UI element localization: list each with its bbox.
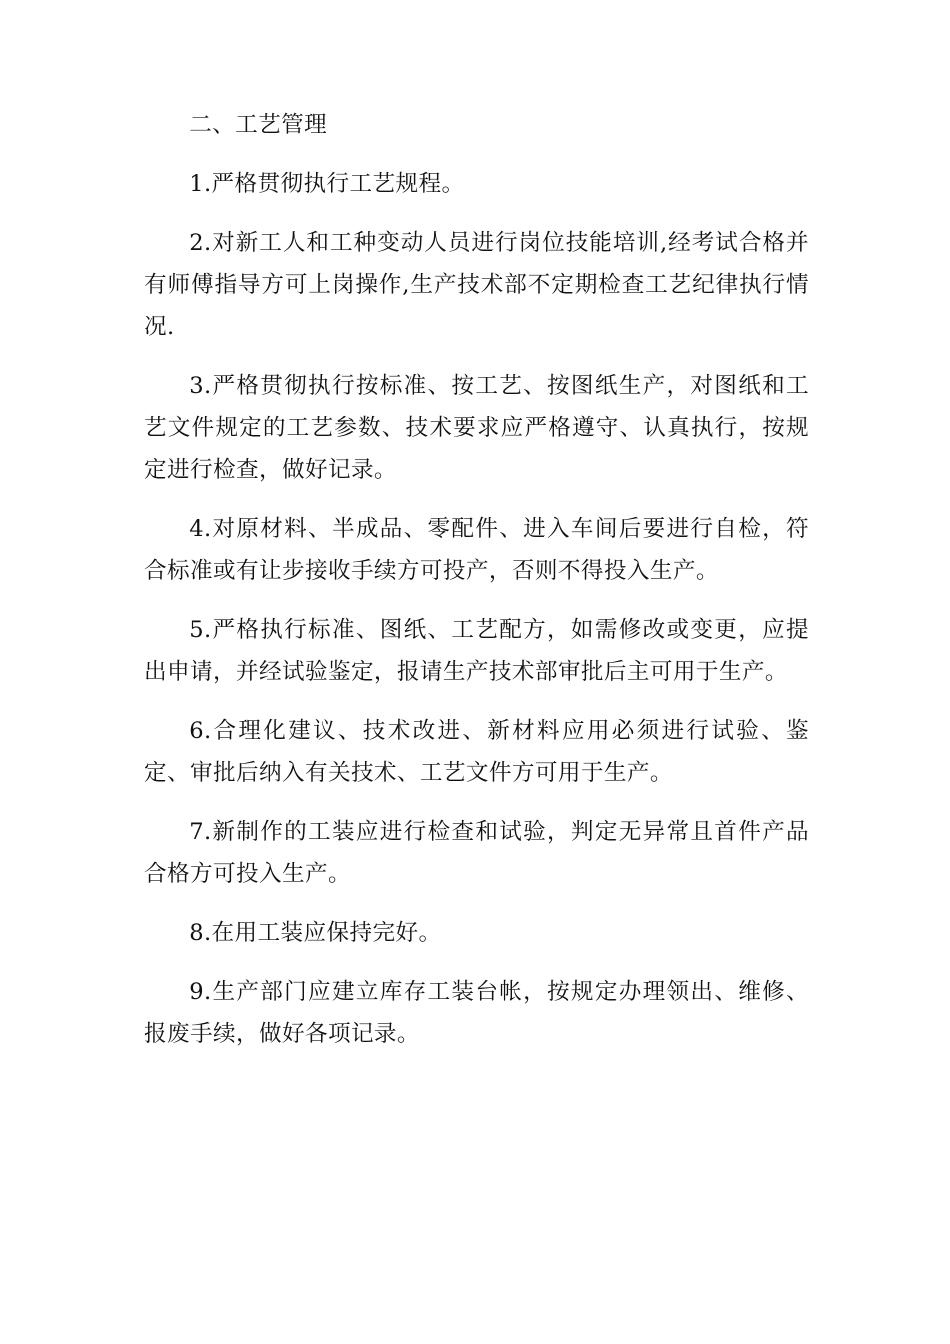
clause-4: 4.对原材料、半成品、零配件、进入车间后要进行自检，符合标准或有让步接收手续方可投产，否则不得投入生产。: [144, 516, 809, 584]
clause-1: 1.严格贯彻执行工艺规程。: [189, 171, 465, 197]
clause-5: 5.严格执行标准、图纸、工艺配方，如需修改或变更，应提出申请，并经试验鉴定，报请生产技术部审批后主可用于生产。: [144, 617, 809, 685]
document-body: [144, 104, 809, 1072]
section-title: 二、工艺管理: [189, 112, 328, 138]
clause-7: 7.新制作的工装应进行检查和试验，判定无异常且首件产品合格方可投入生产。: [144, 819, 809, 887]
clause-3: 3.严格贯彻执行按标准、按工艺、按图纸生产，对图纸和工艺文件规定的工艺参数、技术要求应严格遵守、认真执行，按规定进行检查，做好记录。: [144, 373, 809, 483]
clause-8: 8.在用工装应保持完好。: [189, 920, 442, 946]
clause-6: 6.合理化建议、技术改进、新材料应用必须进行试验、鉴定、审批后纳入有关技术、工艺文件方可用于生产。: [144, 718, 809, 786]
clause-9: 9.生产部门应建立库存工装台帐，按规定办理领出、维修、报废手续，做好各项记录。: [144, 979, 809, 1047]
clause-2: 2.对新工人和工种变动人员进行岗位技能培训,经考试合格并有师傅指导方可上岗操作,生产技术部不定期检查工艺纪律执行情况.: [144, 230, 809, 340]
